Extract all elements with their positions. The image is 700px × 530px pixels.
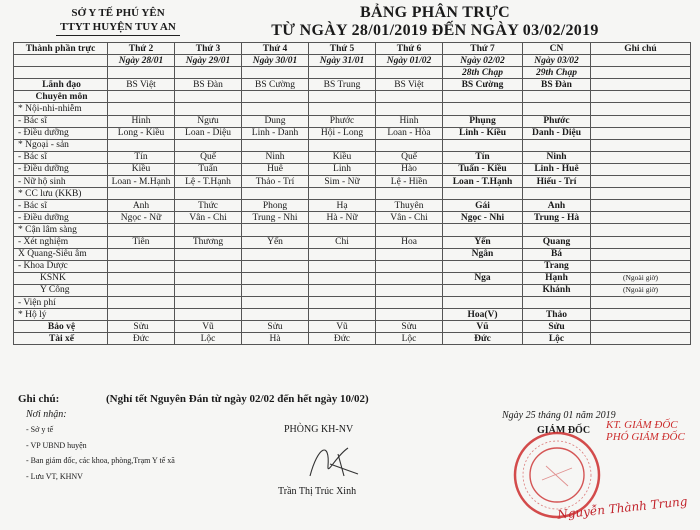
roster-cell — [242, 139, 309, 151]
recipient-item: - Lưu VT, KHNV — [26, 472, 83, 481]
roster-cell — [591, 321, 691, 333]
row-label: * Hộ lý — [14, 309, 108, 321]
roster-cell — [108, 91, 175, 103]
roster-cell: Hiếu - Trí — [523, 176, 591, 188]
signer-name: Trần Thị Trúc Xinh — [278, 486, 357, 497]
roster-cell — [591, 296, 691, 308]
roster-cell — [242, 260, 309, 272]
roster-cell — [591, 236, 691, 248]
roster-cell: Tuấn - Kiều — [443, 163, 523, 175]
date-row — [14, 55, 691, 67]
empty-cell — [14, 55, 108, 67]
roster-cell: Hinh — [108, 115, 175, 127]
roster-cell: Ninh — [523, 151, 591, 163]
roster-cell: Chi — [309, 236, 376, 248]
roster-cell — [591, 224, 691, 236]
date-cell: Ngày 31/01 — [309, 55, 376, 67]
table-row — [14, 224, 691, 236]
roster-cell: Sửu — [376, 321, 443, 333]
roster-cell: BS Việt — [376, 79, 443, 91]
roster-cell: Sửu — [108, 321, 175, 333]
row-label: - Điều dưỡng — [14, 212, 108, 224]
row-label: - Điều dưỡng — [14, 127, 108, 139]
roster-cell: BS Trung — [309, 79, 376, 91]
roster-cell — [443, 188, 523, 200]
roster-cell: BS Đàn — [523, 79, 591, 91]
holiday-note: (Nghỉ tết Nguyên Đán từ ngày 02/02 đến hết ngày 10/02) — [106, 393, 369, 405]
director-signature-name: Nguyễn Thành Trung — [556, 494, 689, 522]
doc-title-block — [270, 4, 600, 40]
roster-cell — [591, 163, 691, 175]
roster-cell — [376, 309, 443, 321]
roster-cell: Thuyên — [376, 200, 443, 212]
roster-cell: Đức — [443, 333, 523, 345]
roster-cell — [108, 284, 175, 296]
table-row — [14, 321, 691, 333]
stamp-line: KT. GIÁM ĐỐC — [606, 419, 678, 431]
roster-cell: Tín — [108, 151, 175, 163]
roster-cell — [443, 139, 523, 151]
roster-cell — [108, 139, 175, 151]
row-label: - Nữ hộ sinh — [14, 176, 108, 188]
roster-cell: Anh — [523, 200, 591, 212]
roster-cell: BS Việt — [108, 79, 175, 91]
roster-cell — [591, 188, 691, 200]
roster-cell: Sửu — [242, 321, 309, 333]
column-header: Thứ 4 — [242, 43, 309, 55]
roster-cell: Ninh — [242, 151, 309, 163]
roster-cell: Lộc — [523, 333, 591, 345]
roster-cell — [175, 260, 242, 272]
roster-cell: Vũ — [309, 321, 376, 333]
roster-cell — [591, 103, 691, 115]
roster-cell — [376, 296, 443, 308]
lunar-date-cell: 28th Chạp — [443, 67, 523, 79]
roster-cell — [175, 248, 242, 260]
roster-cell: Kiều — [309, 151, 376, 163]
roster-cell: Quế — [376, 151, 443, 163]
table-row — [14, 151, 691, 163]
roster-cell: Trung - Nhi — [242, 212, 309, 224]
roster-cell: Long - Kiều — [108, 127, 175, 139]
table-row — [14, 309, 691, 321]
table-row — [14, 200, 691, 212]
roster-cell: (Ngoài giờ) — [591, 284, 691, 296]
table-row — [14, 212, 691, 224]
roster-cell — [376, 188, 443, 200]
roster-cell: Thảo - Trí — [242, 176, 309, 188]
roster-cell: Hà - Nữ — [309, 212, 376, 224]
roster-cell: Lệ - Hiền — [376, 176, 443, 188]
roster-cell: Hào — [376, 163, 443, 175]
roster-cell — [175, 284, 242, 296]
roster-cell: Lộc — [376, 333, 443, 345]
table-row — [14, 236, 691, 248]
table-row — [14, 91, 691, 103]
table-row — [14, 248, 691, 260]
roster-cell — [591, 176, 691, 188]
doc-subtitle: TỪ NGÀY 28/01/2019 ĐẾN NGÀY 03/02/2019 — [271, 22, 599, 39]
roster-cell: Huê — [242, 163, 309, 175]
row-label: * Cận lâm sàng — [14, 224, 108, 236]
empty-cell — [591, 67, 691, 79]
roster-cell — [591, 127, 691, 139]
empty-cell — [175, 67, 242, 79]
roster-cell — [175, 91, 242, 103]
roster-cell — [523, 224, 591, 236]
recipient-item: - Ban giám đốc, các khoa, phòng,Trạm Y tế xã — [26, 456, 175, 465]
roster-cell — [242, 248, 309, 260]
roster-cell — [175, 188, 242, 200]
empty-cell — [376, 67, 443, 79]
empty-cell — [108, 67, 175, 79]
roster-cell: Thức — [175, 200, 242, 212]
roster-cell: Linh - Kiều — [443, 127, 523, 139]
roster-cell — [242, 272, 309, 284]
date-cell: Ngày 30/01 — [242, 55, 309, 67]
roster-cell: Hạnh — [523, 272, 591, 284]
roster-cell: Thảo — [523, 309, 591, 321]
recipient-item: - VP UBND huyện — [26, 441, 87, 450]
roster-cell: Hoa(V) — [443, 309, 523, 321]
roster-cell: Hạ — [309, 200, 376, 212]
column-header: Thứ 7 — [443, 43, 523, 55]
empty-cell — [591, 55, 691, 67]
roster-cell — [591, 79, 691, 91]
roster-cell — [175, 272, 242, 284]
roster-cell — [242, 103, 309, 115]
roster-cell — [443, 284, 523, 296]
row-label: - Viện phí — [14, 296, 108, 308]
roster-cell: Đức — [108, 333, 175, 345]
roster-cell — [309, 272, 376, 284]
table-row — [14, 139, 691, 151]
org-name-line2: TTYT HUYỆN TUY AN — [56, 20, 180, 36]
roster-cell: Hinh — [376, 115, 443, 127]
table-row — [14, 296, 691, 308]
roster-cell — [108, 260, 175, 272]
doc-title: BẢNG PHÂN TRỰC — [360, 4, 510, 21]
roster-cell: Phước — [309, 115, 376, 127]
roster-cell — [175, 296, 242, 308]
roster-cell: Ngọc - Nữ — [108, 212, 175, 224]
roster-cell — [591, 115, 691, 127]
row-label: - Xét nghiệm — [14, 236, 108, 248]
roster-cell: Lộc — [175, 333, 242, 345]
column-header: Thứ 3 — [175, 43, 242, 55]
table-row — [14, 115, 691, 127]
row-label: X Quang-Siêu âm — [14, 248, 108, 260]
roster-cell: Ngưu — [175, 115, 242, 127]
roster-cell — [591, 333, 691, 345]
roster-cell: Quang — [523, 236, 591, 248]
column-header: Thứ 6 — [376, 43, 443, 55]
roster-cell — [108, 309, 175, 321]
row-label: KSNK — [14, 272, 108, 284]
date-cell: Ngày 28/01 — [108, 55, 175, 67]
table-row — [14, 103, 691, 115]
column-header: CN — [523, 43, 591, 55]
director-title: GIÁM ĐỐC — [537, 425, 591, 436]
roster-cell: Vũ — [443, 321, 523, 333]
date-cell: Ngày 29/01 — [175, 55, 242, 67]
roster-cell — [108, 296, 175, 308]
roster-cell — [591, 309, 691, 321]
row-label: Chuyên môn — [14, 91, 108, 103]
column-header: Thứ 2 — [108, 43, 175, 55]
roster-cell: Lệ - T.Hạnh — [175, 176, 242, 188]
roster-cell — [443, 260, 523, 272]
roster-cell: Linh - Huê — [523, 163, 591, 175]
roster-cell: Danh - Diệu — [523, 127, 591, 139]
roster-cell: BS Cường — [242, 79, 309, 91]
roster-cell — [175, 103, 242, 115]
department-title: PHÒNG KH-NV — [284, 424, 354, 435]
roster-cell — [242, 284, 309, 296]
stamp-title — [606, 419, 685, 443]
roster-cell: Yến — [443, 236, 523, 248]
roster-cell — [309, 248, 376, 260]
roster-cell — [523, 188, 591, 200]
roster-cell — [443, 224, 523, 236]
roster-cell: Gái — [443, 200, 523, 212]
roster-cell: Khánh — [523, 284, 591, 296]
roster-cell — [108, 248, 175, 260]
roster-cell: Dung — [242, 115, 309, 127]
roster-cell — [309, 284, 376, 296]
roster-cell — [443, 91, 523, 103]
roster-cell: Tuấn — [175, 163, 242, 175]
duty-roster-table — [13, 42, 691, 345]
roster-cell — [376, 248, 443, 260]
empty-cell — [309, 67, 376, 79]
row-label: Lãnh đạo — [14, 79, 108, 91]
table-row — [14, 79, 691, 91]
table-row — [14, 188, 691, 200]
roster-cell: Phụng — [443, 115, 523, 127]
roster-cell: Kiều — [108, 163, 175, 175]
roster-cell: (Ngoài giờ) — [591, 272, 691, 284]
row-label: - Bác sĩ — [14, 200, 108, 212]
roster-cell — [309, 103, 376, 115]
table-row — [14, 272, 691, 284]
roster-cell — [242, 224, 309, 236]
roster-cell: Loan - Hòa — [376, 127, 443, 139]
note-label: Ghi chú: — [18, 393, 60, 405]
roster-cell — [523, 103, 591, 115]
roster-cell — [108, 103, 175, 115]
roster-cell — [175, 224, 242, 236]
roster-cell: Phước — [523, 115, 591, 127]
roster-cell: Thương — [175, 236, 242, 248]
roster-cell: Vũ — [175, 321, 242, 333]
roster-cell — [591, 200, 691, 212]
roster-cell: Vân - Chi — [175, 212, 242, 224]
roster-cell — [242, 296, 309, 308]
roster-cell: Hoa — [376, 236, 443, 248]
roster-cell — [376, 272, 443, 284]
column-header: Ghi chú — [591, 43, 691, 55]
table-row — [14, 333, 691, 345]
roster-cell: Ngân — [443, 248, 523, 260]
roster-cell: Tiên — [108, 236, 175, 248]
roster-cell — [443, 296, 523, 308]
roster-cell: Nga — [443, 272, 523, 284]
lunar-row — [14, 67, 691, 79]
roster-cell — [591, 151, 691, 163]
roster-cell: Loan - M.Hạnh — [108, 176, 175, 188]
table-row — [14, 127, 691, 139]
row-label: - Khoa Dược — [14, 260, 108, 272]
stamp-line: PHÓ GIÁM ĐỐC — [606, 431, 685, 443]
row-label: Y Công — [14, 284, 108, 296]
org-header — [38, 6, 198, 36]
empty-cell — [14, 67, 108, 79]
roster-cell: Linh — [309, 163, 376, 175]
roster-cell: Ngọc - Nhi — [443, 212, 523, 224]
roster-cell — [591, 260, 691, 272]
roster-cell: Phong — [242, 200, 309, 212]
row-label: Tài xế — [14, 333, 108, 345]
row-label: * Ngoại - sản — [14, 139, 108, 151]
roster-cell: Sửu — [523, 321, 591, 333]
empty-cell — [242, 67, 309, 79]
signature-mark — [300, 436, 370, 482]
column-header: Thứ 5 — [309, 43, 376, 55]
roster-cell — [376, 224, 443, 236]
roster-cell: Yến — [242, 236, 309, 248]
roster-cell — [309, 188, 376, 200]
roster-cell — [242, 188, 309, 200]
table-row — [14, 176, 691, 188]
roster-cell — [376, 284, 443, 296]
roster-cell — [376, 260, 443, 272]
roster-cell: Vân - Chi — [376, 212, 443, 224]
roster-cell: Tín — [443, 151, 523, 163]
date-cell: Ngày 01/02 — [376, 55, 443, 67]
roster-cell: Linh - Danh — [242, 127, 309, 139]
roster-cell: Đức — [309, 333, 376, 345]
roster-cell: Bá — [523, 248, 591, 260]
roster-cell — [309, 296, 376, 308]
row-label: * CC lưu (KKB) — [14, 188, 108, 200]
roster-cell — [591, 212, 691, 224]
roster-cell — [309, 309, 376, 321]
roster-cell: Hội - Long — [309, 127, 376, 139]
row-label: - Bác sĩ — [14, 115, 108, 127]
roster-cell — [309, 91, 376, 103]
column-header: Thành phần trực — [14, 43, 108, 55]
roster-cell: Anh — [108, 200, 175, 212]
roster-cell — [591, 248, 691, 260]
roster-cell: Sim - Nữ — [309, 176, 376, 188]
row-label: Bảo vệ — [14, 321, 108, 333]
roster-cell — [376, 103, 443, 115]
roster-cell — [591, 139, 691, 151]
table-row — [14, 163, 691, 175]
roster-cell: BS Cường — [443, 79, 523, 91]
roster-cell: BS Đàn — [175, 79, 242, 91]
roster-cell: Quế — [175, 151, 242, 163]
roster-cell — [443, 103, 523, 115]
roster-cell — [523, 139, 591, 151]
row-label: - Bác sĩ — [14, 151, 108, 163]
org-name-line1: SỞ Y TẾ PHÚ YÊN — [71, 7, 165, 19]
roster-cell — [376, 139, 443, 151]
header-row — [14, 43, 691, 55]
recipient-item: - Sở y tế — [26, 425, 54, 434]
roster-cell — [108, 224, 175, 236]
roster-cell — [108, 188, 175, 200]
roster-cell — [376, 91, 443, 103]
roster-cell — [309, 139, 376, 151]
roster-cell — [175, 309, 242, 321]
roster-cell: Loan - T.Hạnh — [443, 176, 523, 188]
roster-cell: Trung - Hà — [523, 212, 591, 224]
roster-cell — [108, 272, 175, 284]
roster-cell — [523, 296, 591, 308]
roster-cell: Loan - Diệu — [175, 127, 242, 139]
table-row — [14, 260, 691, 272]
roster-cell — [242, 91, 309, 103]
document-date: Ngày 25 tháng 01 năm 2019 — [502, 410, 616, 421]
row-label: - Điều dưỡng — [14, 163, 108, 175]
roster-cell — [175, 139, 242, 151]
roster-cell — [242, 309, 309, 321]
date-cell: Ngày 03/02 — [523, 55, 591, 67]
table-row — [14, 284, 691, 296]
lunar-date-cell: 29th Chạp — [523, 67, 591, 79]
roster-cell: Hà — [242, 333, 309, 345]
date-cell: Ngày 02/02 — [443, 55, 523, 67]
row-label: * Nội-nhi-nhiễm — [14, 103, 108, 115]
roster-cell — [309, 260, 376, 272]
roster-cell: Trang — [523, 260, 591, 272]
roster-cell — [591, 91, 691, 103]
roster-cell — [309, 224, 376, 236]
recipients-label: Nơi nhận: — [26, 409, 67, 420]
roster-cell — [523, 91, 591, 103]
